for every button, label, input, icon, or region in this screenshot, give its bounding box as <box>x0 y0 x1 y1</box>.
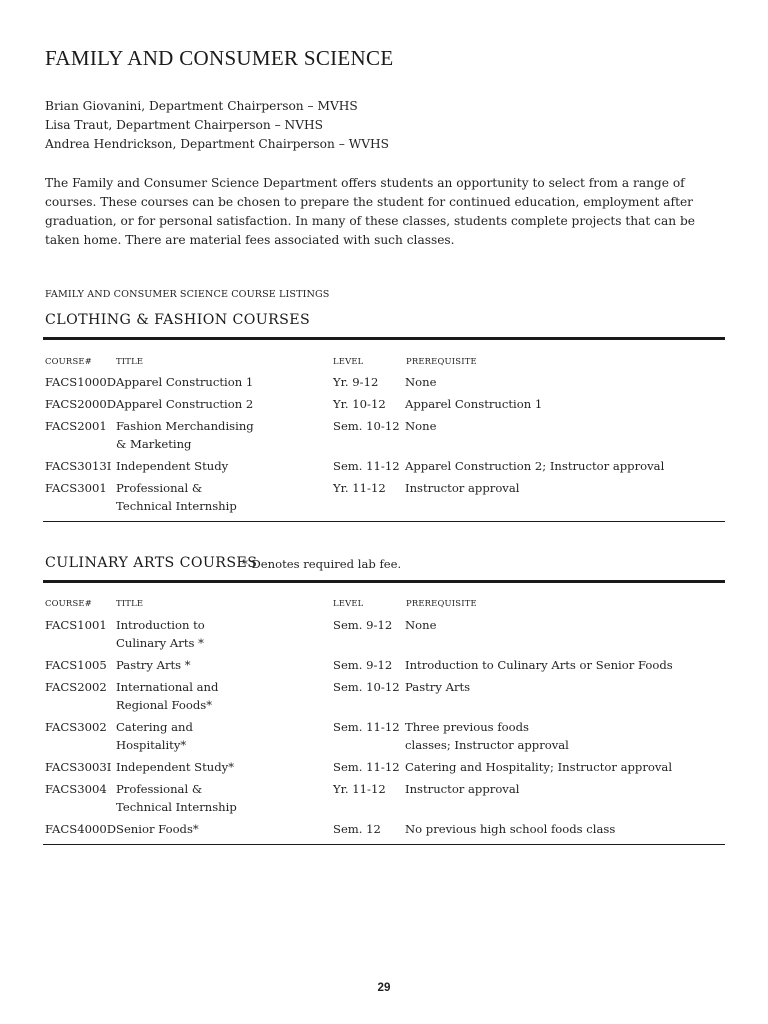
course-code: FACS3013I <box>45 459 112 473</box>
course-level: Yr. 11-12 <box>333 782 386 796</box>
course-prerequisite: Three previous foods classes; Instructor approval <box>405 720 569 752</box>
culinary-bottom-rule <box>43 844 725 845</box>
course-title: International and Regional Foods* <box>116 680 219 712</box>
course-level: Sem. 12 <box>333 822 381 836</box>
header-level: LEVEL <box>333 356 364 366</box>
course-code: FACS1005 <box>45 658 107 672</box>
chairperson-mvhs: Brian Giovanini, Department Chairperson – MVHS <box>45 99 358 113</box>
course-level: Yr. 9-12 <box>333 375 379 389</box>
course-title: Apparel Construction 1 <box>116 375 254 389</box>
page-number: 29 <box>377 981 391 994</box>
clothing-bottom-rule <box>43 521 725 522</box>
course-prerequisite: Instructor approval <box>405 782 520 796</box>
course-prerequisite: Apparel Construction 2; Instructor approval <box>405 459 665 473</box>
course-code: FACS2001 <box>45 419 107 433</box>
header-prerequisite: PREREQUISITE <box>406 356 477 366</box>
header-course-number: COURSE# <box>45 356 92 366</box>
course-code: FACS3003I <box>45 760 112 774</box>
course-code: FACS2002 <box>45 680 107 694</box>
course-listings-label: FAMILY AND CONSUMER SCIENCE COURSE LISTINGS <box>45 289 330 300</box>
course-title: Pastry Arts * <box>116 658 191 672</box>
department-description: The Family and Consumer Science Department offers students an opportunity to select from a range of courses. These courses can be chosen to prepare the student for continued education, employment after graduation, or for personal satisfaction. In many of these classes, students complete projects that can be taken home. There are material fees associated with such classes. <box>45 176 695 247</box>
course-prerequisite: Instructor approval <box>405 481 520 495</box>
course-prerequisite: None <box>405 375 437 389</box>
header-title: TITLE <box>116 356 144 366</box>
course-title: Introduction to Culinary Arts * <box>116 618 205 650</box>
course-level: Sem. 11-12 <box>333 459 400 473</box>
course-level: Sem. 10-12 <box>333 680 400 694</box>
course-title: Apparel Construction 2 <box>116 397 254 411</box>
course-level: Sem. 9-12 <box>333 618 393 632</box>
course-title: Fashion Merchandising & Marketing <box>116 419 254 451</box>
course-level: Sem. 11-12 <box>333 720 400 734</box>
course-level: Yr. 11-12 <box>333 481 386 495</box>
course-prerequisite: None <box>405 419 437 433</box>
lab-fee-note: * Denotes required lab fee. <box>242 557 402 571</box>
header-level: LEVEL <box>333 598 364 608</box>
page-title: FAMILY AND CONSUMER SCIENCE <box>45 46 394 70</box>
course-level: Sem. 11-12 <box>333 760 400 774</box>
course-prerequisite: No previous high school foods class <box>405 822 616 836</box>
course-title: Independent Study* <box>116 760 235 774</box>
clothing-section-title: CLOTHING & FASHION COURSES <box>45 312 311 328</box>
course-title: Professional & Technical Internship <box>116 481 237 513</box>
course-prerequisite: Apparel Construction 1 <box>405 397 543 411</box>
course-code: FACS1000D <box>45 375 117 389</box>
course-title: Professional & Technical Internship <box>116 782 237 814</box>
chairperson-nvhs: Lisa Traut, Department Chairperson – NVHS <box>45 118 323 132</box>
culinary-top-rule <box>43 580 725 583</box>
course-level: Sem. 9-12 <box>333 658 393 672</box>
course-code: FACS3001 <box>45 481 107 495</box>
course-level: Yr. 10-12 <box>333 397 386 411</box>
course-level: Sem. 10-12 <box>333 419 400 433</box>
culinary-section-title: CULINARY ARTS COURSES <box>45 555 258 571</box>
course-prerequisite: Pastry Arts <box>405 680 471 694</box>
header-course-number: COURSE# <box>45 598 92 608</box>
clothing-top-rule <box>43 337 725 340</box>
chairperson-wvhs: Andrea Hendrickson, Department Chairperson – WVHS <box>45 137 390 151</box>
course-code: FACS4000D <box>45 822 117 836</box>
course-code: FACS1001 <box>45 618 107 632</box>
course-title: Senior Foods* <box>116 822 199 836</box>
course-code: FACS2000D <box>45 397 117 411</box>
course-code: FACS3004 <box>45 782 107 796</box>
chairpersons-list <box>45 97 389 154</box>
course-prerequisite: Introduction to Culinary Arts or Senior Foods <box>405 658 673 672</box>
course-prerequisite: None <box>405 618 437 632</box>
header-prerequisite: PREREQUISITE <box>406 598 477 608</box>
course-title: Independent Study <box>116 459 229 473</box>
course-prerequisite: Catering and Hospitality; Instructor approval <box>405 760 673 774</box>
course-code: FACS3002 <box>45 720 107 734</box>
header-title: TITLE <box>116 598 144 608</box>
course-title: Catering and Hospitality* <box>116 720 193 752</box>
